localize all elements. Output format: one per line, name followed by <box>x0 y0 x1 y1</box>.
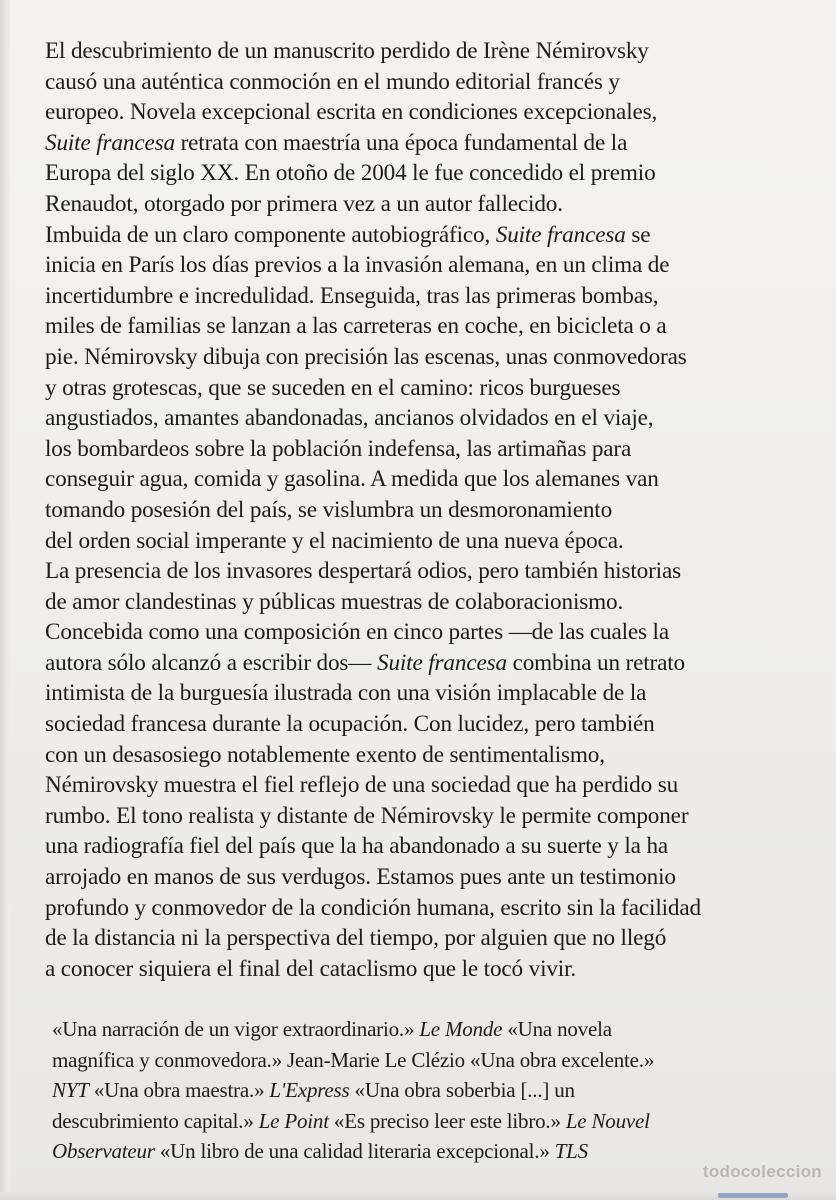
text-run: pie. Némirovsky dibuja con precisión las escenas, unas conmovedoras <box>45 343 687 370</box>
text-run: se <box>625 221 651 248</box>
text-run: y otras grotescas, que se suceden en el camino: ricos burgueses <box>45 374 621 401</box>
text-line <box>45 220 821 251</box>
text-run: «Una obra maestra.» <box>88 1078 270 1102</box>
text-run: causó una auténtica conmoción en el mundo editorial francés y <box>45 68 620 95</box>
text-line <box>45 954 821 985</box>
text-line <box>45 250 821 281</box>
text-run: autora sólo alcanzó a escribir dos— <box>45 649 377 676</box>
italic-title: Le Point <box>258 1108 329 1133</box>
text-line <box>45 801 821 832</box>
text-line <box>45 67 821 98</box>
italic-title: Suite francesa <box>45 129 175 156</box>
text-run: Europa del siglo XX. En otoño de 2004 le fue concedido el premio <box>45 160 656 187</box>
text-line <box>45 740 821 771</box>
text-run: «Una obra soberbia [...] un <box>349 1078 575 1102</box>
quote-line <box>52 1106 822 1137</box>
text-run: «Es preciso leer este libro.» <box>328 1108 566 1133</box>
text-run: «Una novela <box>502 1017 612 1041</box>
text-run: retrata con maestría una época fundamental de la <box>174 129 628 156</box>
text-run: intimista de la burguesía ilustrada con una visión implacable de la <box>45 680 647 707</box>
italic-title: Suite francesa <box>377 649 507 676</box>
text-run: profundo y conmovedor de la condición humana, escrito sin la facilidad <box>45 894 701 921</box>
text-run: Renaudot, otorgado por primera vez a un autor fallecido. <box>45 190 563 217</box>
text-line <box>45 831 821 862</box>
text-line <box>45 587 821 618</box>
press-quotes <box>52 1014 822 1167</box>
text-line <box>45 373 821 404</box>
text-run: los bombardeos sobre la población indefensa, las artimañas para <box>45 435 632 462</box>
text-run: arrojado en manos de sus verdugos. Estamos pues ante un testimonio <box>45 864 676 891</box>
text-line <box>45 526 821 557</box>
text-run: rumbo. El tono realista y distante de Némirovsky le permite componer <box>45 802 689 829</box>
text-line <box>45 97 821 128</box>
text-run: a conocer siquiera el final del cataclismo que le tocó vivir. <box>45 955 577 982</box>
text-line <box>45 403 821 434</box>
quote-line <box>52 1014 822 1045</box>
quote-line <box>52 1045 822 1076</box>
watermark-logo: todocoleccion <box>702 1162 822 1181</box>
text-run: Imbuida de un claro componente autobiográfico, <box>45 221 496 248</box>
text-run: angustiados, amantes abandonadas, ancianos olvidados en el viaje, <box>45 405 654 432</box>
text-run: incertidumbre e incredulidad. Enseguida, tras las primeras bombas, <box>45 282 659 309</box>
text-run: «Una narración de un vigor extraordinario.» <box>52 1017 420 1041</box>
text-line <box>45 281 821 312</box>
text-line <box>45 862 821 893</box>
text-run: de la distancia ni la perspectiva del tiempo, por alguien que no llegó <box>45 925 667 952</box>
text-run: conseguir agua, comida y gasolina. A medida que los alemanes van <box>45 466 659 493</box>
text-run: Concebida como una composición en cinco partes —de las cuales la <box>45 619 669 646</box>
italic-title: Observateur <box>52 1139 155 1163</box>
text-line <box>45 678 821 709</box>
text-line <box>45 556 821 587</box>
text-run: miles de familias se lanzan a las carreteras en coche, en bicicleta o a <box>45 313 667 340</box>
text-line <box>45 648 821 679</box>
italic-title: Le Monde <box>419 1017 503 1041</box>
text-line <box>45 36 821 67</box>
text-line <box>45 342 821 373</box>
text-line <box>45 495 821 526</box>
text-run: La presencia de los invasores despertará odios, pero también historias <box>45 558 681 585</box>
italic-title: Suite francesa <box>495 221 626 248</box>
text-run: «Un libro de una calidad literaria excepcional.» <box>154 1139 555 1163</box>
text-run: europeo. Novela excepcional escrita en condiciones excepcionales, <box>45 99 658 126</box>
text-line <box>45 893 821 924</box>
synopsis-text <box>45 36 821 984</box>
sticker-mark <box>718 1193 788 1198</box>
text-line <box>45 128 821 159</box>
text-run: sociedad francesa durante la ocupación. Con lucidez, pero también <box>45 711 655 738</box>
page-edge <box>0 0 10 1200</box>
text-line <box>45 434 821 465</box>
text-line <box>45 311 821 342</box>
text-run: del orden social imperante y el nacimiento de una nueva época. <box>45 527 624 554</box>
text-run: El descubrimiento de un manuscrito perdido de Irène Némirovsky <box>45 38 649 64</box>
text-run: de amor clandestinas y públicas muestras de colaboracionismo. <box>45 588 624 615</box>
text-line <box>45 617 821 648</box>
text-run: una radiografía fiel del país que la ha abandonado a su suerte y la ha <box>45 833 669 860</box>
text-run: combina un retrato <box>506 649 685 676</box>
quote-line <box>52 1075 822 1106</box>
text-line <box>45 189 821 220</box>
text-run: descubrimiento capital.» <box>52 1108 259 1133</box>
italic-title: Le Nouvel <box>565 1108 650 1133</box>
italic-title: NYT <box>52 1078 89 1102</box>
italic-title: L'Express <box>269 1078 350 1102</box>
text-line <box>45 709 821 740</box>
text-line <box>45 770 821 801</box>
text-run: con un desasosiego notablemente exento de sentimentalismo, <box>45 741 605 768</box>
text-run: tomando posesión del país, se vislumbra un desmoronamiento <box>45 496 613 523</box>
text-run: Némirovsky muestra el fiel reflejo de una sociedad que ha perdido su <box>45 772 679 799</box>
text-run: inicia en París los días previos a la invasión alemana, en un clima de <box>45 252 670 279</box>
text-line <box>45 464 821 495</box>
text-line <box>45 158 821 189</box>
text-run: magnífica y conmovedora.» Jean-Marie Le Clézio «Una obra excelente.» <box>52 1047 655 1072</box>
italic-title: TLS <box>554 1139 588 1163</box>
text-line <box>45 923 821 954</box>
bottom-edge <box>0 1192 836 1200</box>
